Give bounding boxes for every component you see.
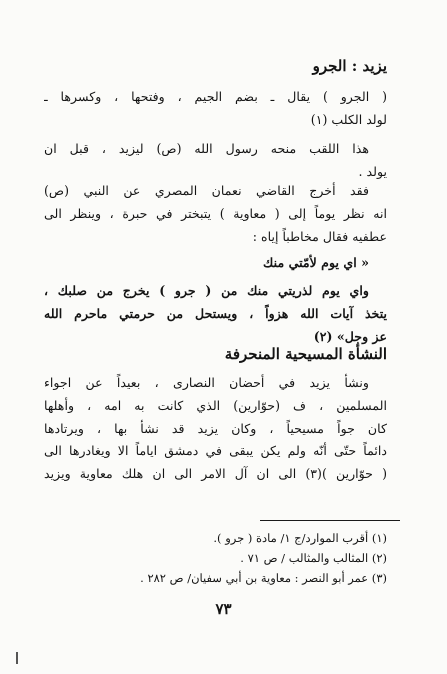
paragraph-narration (44, 180, 387, 248)
scan-edge-mark (16, 652, 18, 664)
text-line: يتخذ آيات الله هزواً ، ويستحل من حرمتي ماحرم الله (44, 305, 387, 321)
footnote-separator (260, 520, 400, 521)
text-line: « اي يوم لأمّتي منك (263, 255, 369, 270)
text-line: ونشأ يزيد في أحضان النصارى ، بعيداً عن اجواء (44, 375, 369, 390)
text-line: لولد الكلب (١) (310, 111, 387, 127)
paragraph-upbringing (44, 372, 387, 486)
text-line: واي يوم لذريتي منك من ( جرو ) يخرج من صلبك ، (44, 283, 369, 298)
text-line: انه نظر يوماً إلى ( معاوية ) يتبختر في حبرة ، وينظر الى (44, 205, 387, 221)
text-line: يولد . (358, 163, 387, 179)
page-number: ٧٣ (215, 600, 232, 618)
section-heading: يزيد : الجرو (312, 57, 387, 75)
text-line: عز وجل» (٢) (313, 328, 387, 344)
footnote-item: (١) أقرب الموارد/ج ١/ مادة ( جرو ). (213, 531, 387, 545)
footnote-item: (٣) عمر أبو النصر : معاوية بن أبي سفيان/ ص ٢٨٢ . (140, 571, 387, 585)
text-line: ( حوّارين )(٣) الى ان آل الامر الى ان هلك معاوية ويزيد (44, 466, 387, 482)
text-line: كان جواً مسيحياً ، وكان يزيد قد نشأ بها ، ويرتادها (44, 420, 387, 436)
text-line: المسلمين ، ف (حوّارين) الذي كانت به امه ، وأهلها (44, 397, 387, 413)
footnotes (44, 528, 387, 588)
text-line: ( الجرو ) يقال ـ بضم الجيم ، وفتحها ، وكسرها ـ (44, 89, 387, 104)
subheading: النشأة المسيحية المنحرفة (224, 345, 387, 363)
text-line: هذا اللقب منحه رسول الله (ص) ليزيد ، قبل ان (44, 141, 369, 156)
quote-opening (44, 252, 387, 275)
text-line: عطفيه فقال مخاطباً إياه : (252, 228, 387, 244)
text-line: دائماً حتّى أنّه ولم يكن يبقى في دمشق اياماً الا ويغادرها الى (44, 443, 387, 459)
quote-body (44, 280, 387, 348)
footnote-item: (٢) المثالب والمثالب / ص ٧١ . (240, 551, 387, 565)
paragraph-nickname (44, 138, 387, 184)
paragraph-jarw-definition (44, 86, 387, 132)
text-line: فقد أخرج القاضي نعمان المصري عن النبي (ص) (44, 183, 369, 198)
